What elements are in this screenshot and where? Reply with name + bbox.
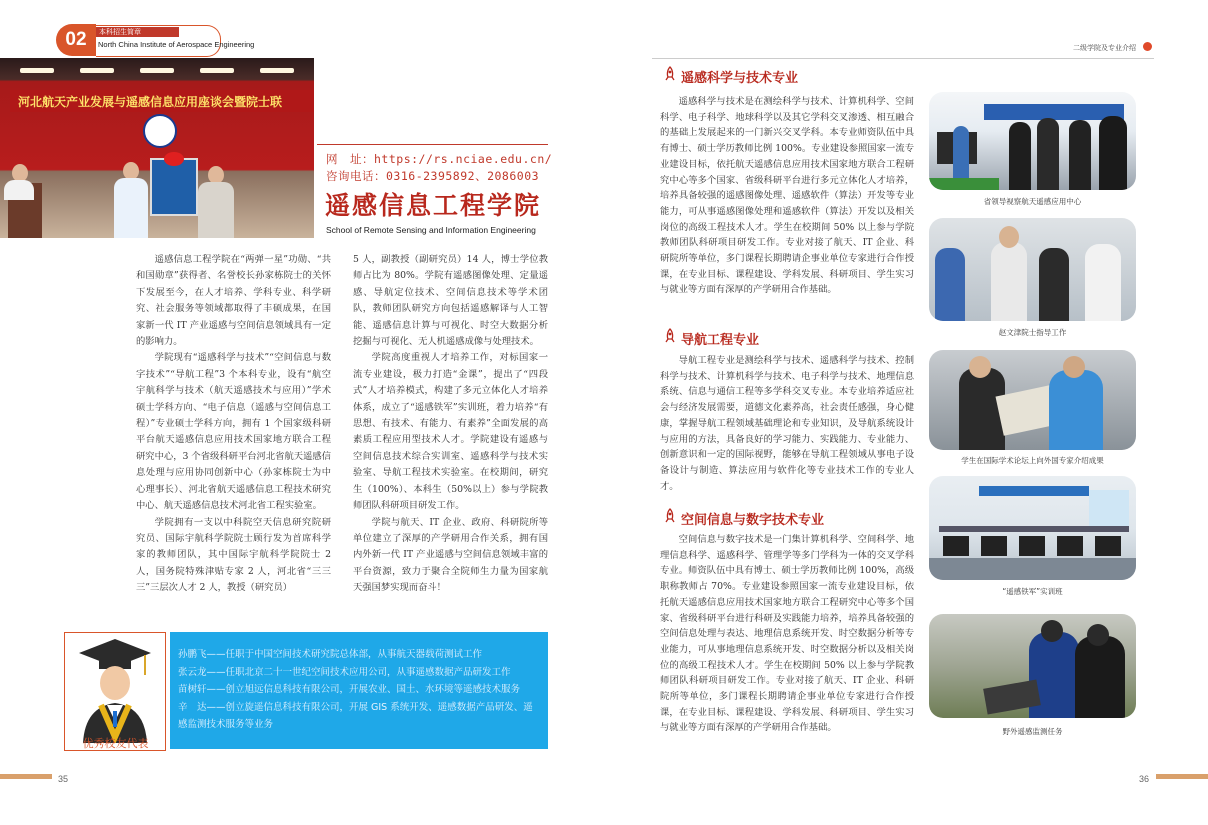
alumni-item: 辛 达——创立旋遥信息科技有限公司，开展 GIS 系统开发、遥感数据产品研发、遥感监测技术服务等业务	[178, 701, 533, 730]
photo-caption: 学生在国际学术论坛上向外国专家介绍成果	[961, 456, 1104, 465]
divider-line	[317, 144, 548, 145]
hero-photo	[0, 58, 314, 238]
alumni-item: 苗树轩——创立旭远信息科技有限公司，开展农业、国土、水环境等遥感技术服务	[178, 684, 521, 695]
major-title: 遥感科学与技术专业	[681, 71, 799, 86]
header-rule	[652, 58, 1154, 59]
paragraph: 学院高度重视人才培养工作，对标国家一流专业建设，极力打造“金课”，提出了“四段式”人才培养模式，构建了多元立体化人才培养体系，成立了“遥感铁军”实训班，着力培养“有思想、有技术、有能力、有素养”全面发展的高素质工程应用型技术人才。学院建设有遥感与空间信息技术综合实训室、遥感科学与技术实验室、导航工程技术实验室。在校期间，研究生（100%）、本科生（50%以上）参与学院教师团队科研项目研发工作。	[353, 352, 548, 512]
page-number-left: 35	[58, 774, 69, 784]
photo-academician	[929, 218, 1136, 321]
footer-bar-left	[0, 774, 52, 779]
rocket-icon	[662, 66, 678, 82]
website-text: 网 址：https://rs.nciae.edu.cn/	[326, 152, 553, 166]
header-school-name: North China Institute of Aerospace Engineering	[98, 40, 255, 49]
college-title: 遥感信息工程学院	[325, 191, 542, 220]
major-title: 空间信息与数字技术专业	[681, 513, 825, 528]
alumni-item: 孙鹏飞——任职于中国空间技术研究院总体部，从事航天器载荷测试工作	[178, 649, 483, 660]
paragraph: 导航工程专业是测绘科学与技术、遥感科学与技术、控制科学与技术、计算机科学与技术、电子科学与技术、地理信息系统、信息与通信工程等多学科交叉专业。本专业培养适应社会与经济发展需要，道德文化素养高，社会责任感强，身心健康，掌握导航工程领域基础理论和专业知识，及导航系统设计与应用的方法，具备良好的学习能力、实践能力、专业能力、创新意识和一定的国际视野，能够在导航工程领域从事电子设备设计与制造、算法应用与软件化等专业技术工作的专业人才。	[660, 355, 914, 492]
paragraph: 空间信息与数字技术是一门集计算机科学、空间科学、地理信息科学、遥感科学、管理学等多门学科为一体的交叉学科专业。师资队伍中具有博士、硕士学历教师比例 100%，高级职称教师占 70%。专业建设参照国家一流专业建设目标，依托航天遥感信息应用技术国家地方联合工程研究中心等多个国家、省级科研平台进行科研及实践能力培养，培养具备较强的空间信息处理与表达、地理信息系统开发、时空数据分析等专业能力，可从事地理信息系统开发、时空数据分析以及相关岗位的高级工程技术人才。学生在校期间 50% 以上参与学院教师团队科研项目研发工作。专业对接了航天、IT 企业、科研院所等单位，多门课程长期聘请企事业单位专家进行合作授课，在专业目标、课程建设、学科发展、科研项目、学生实习与就业等方面有深厚的产学研用合作基础。	[660, 534, 914, 734]
paragraph: 5 人，副教授（副研究员）14 人，博士学位教师占比为 80%。学院有遥感图像处理、定量遥感、导航定位技术、空间信息技术等学术团队，教师团队研究方向包括遥感解译与人工智能、遥感信息计算与可视化、时空大数据分析挖掘与可视化、无人机遥感成像与处理技术。	[353, 254, 548, 348]
header-dot-icon	[1143, 42, 1152, 51]
photo-caption: 省领导视察航天遥感应用中心	[983, 197, 1082, 206]
header-section-label: 本科招生简章	[96, 27, 179, 37]
alumni-list	[170, 632, 548, 749]
rocket-icon	[662, 328, 678, 344]
major-description	[660, 532, 914, 736]
paragraph: 遥感信息工程学院在“两弹一星”功勋、“共和国勋章”获得者、名誉校长孙家栋院士的关怀下发展至今，在人才培养、学科专业、科学研究、社会服务等领域都取得了丰硕成果，在国家新一代 IT 产业遥感与空间信息领域具有一定的影响力。	[136, 254, 331, 348]
photo-field-monitoring	[929, 614, 1136, 718]
photo-caption: 野外遥感监测任务	[1002, 727, 1063, 736]
phone-text: 咨询电话：0316-2395892、2086003	[326, 169, 540, 183]
photo-caption: “遥感铁军”实训班	[1002, 587, 1063, 596]
paragraph: 学院现有“遥感科学与技术”“空间信息与数字技术”“导航工程”3 个本科专业，设有“航空宇航科学与技术（航天遥感技术与应用）”学术硕士学科方向、“电子信息（遥感与空间信息工程）”专业硕士学科方向，拥有 1 个国家级科研平台航天遥感信息应用技术国家地方联合工程研究中心，3 个省级科研平台河北省航天遥感信息处理与应用协同创新中心（孙家栋院士为中心理事长）、河北省航天遥感信息工程技术研究中心、航天遥感信息技术河北省工程实验室。	[136, 352, 331, 512]
photo-training-class	[929, 476, 1136, 580]
college-title-en: School of Remote Sensing and Information Engineering	[326, 225, 536, 235]
alumni-item: 张云龙——任职北京二十一世纪空间技术应用公司，从事遥感数据产品研发工作	[178, 666, 511, 678]
intro-column-2	[353, 252, 548, 597]
major-title: 导航工程专业	[681, 333, 760, 348]
right-header-text: 二级学院及专业介绍	[1073, 44, 1136, 52]
intro-column-1	[136, 252, 331, 597]
alumni-graduate-figure	[64, 632, 166, 751]
photo-forum	[929, 350, 1136, 450]
paragraph: 学院与航天、IT 企业、政府、科研院所等单位建立了深厚的产学研用合作关系，拥有国内外新一代 IT 产业遥感与空间信息领域丰富的平台资源，致力于聚合全院师生力量为国家航天强国梦实现而奋斗！	[353, 516, 548, 594]
page-badge: 02	[56, 24, 96, 56]
hero-banner: 河北航天产业发展与遥感信息应用座谈会暨院士联	[10, 90, 314, 112]
paragraph: 学院拥有一支以中科院空天信息研究院研究员、国际宇航科学院院士顾行发为首席科学家的教师团队，其中国际宇航科学院院士 2 人，国务院特殊津贴专家 2 人，河北省“三三三”三层次人才 2 人，教授（研究员）	[136, 516, 331, 594]
alumni-label: 优秀校友代表	[82, 737, 149, 750]
major-description	[660, 94, 914, 298]
plaque	[150, 158, 198, 216]
paragraph: 遥感科学与技术是在测绘科学与技术、计算机科学、空间科学、电子科学、地球科学以及其它学科交叉渗透、相互融合的基础上发展起来的一门新兴交叉学科。本专业师资队伍中具有博士、硕士学历教师比例 100%。专业建设参照国家一流专业建设目标，依托航天遥感信息应用技术国家地方联合工程研究中心等多个国家、省级科研平台进行多元立体化人才培养，培养具备较强的遥感图像处理、遥感软件（算法）开发等专业能力，可从事遥感图像处理和遥感软件（算法）开发以及相关岗位的高级工程技术人才。学生在校期间 50% 以上参与学院教师团队科研项目研发工作。专业对接了航天、IT 企业、科研院所等单位，多门课程长期聘请企事业单位专家进行合作授课，在专业目标、课程建设、学科发展、科研项目、学生实习与就业等方面有深厚的产学研用合作基础。	[660, 96, 914, 296]
graduate-icon	[65, 633, 165, 743]
major-description	[660, 353, 914, 494]
page-number-right: 36	[1139, 774, 1150, 784]
photo-caption: 赵文津院士指导工作	[998, 328, 1067, 337]
photo-visit	[929, 92, 1136, 190]
footer-bar-right	[1156, 774, 1208, 779]
rocket-icon	[662, 508, 678, 524]
school-emblem-icon	[143, 114, 177, 148]
